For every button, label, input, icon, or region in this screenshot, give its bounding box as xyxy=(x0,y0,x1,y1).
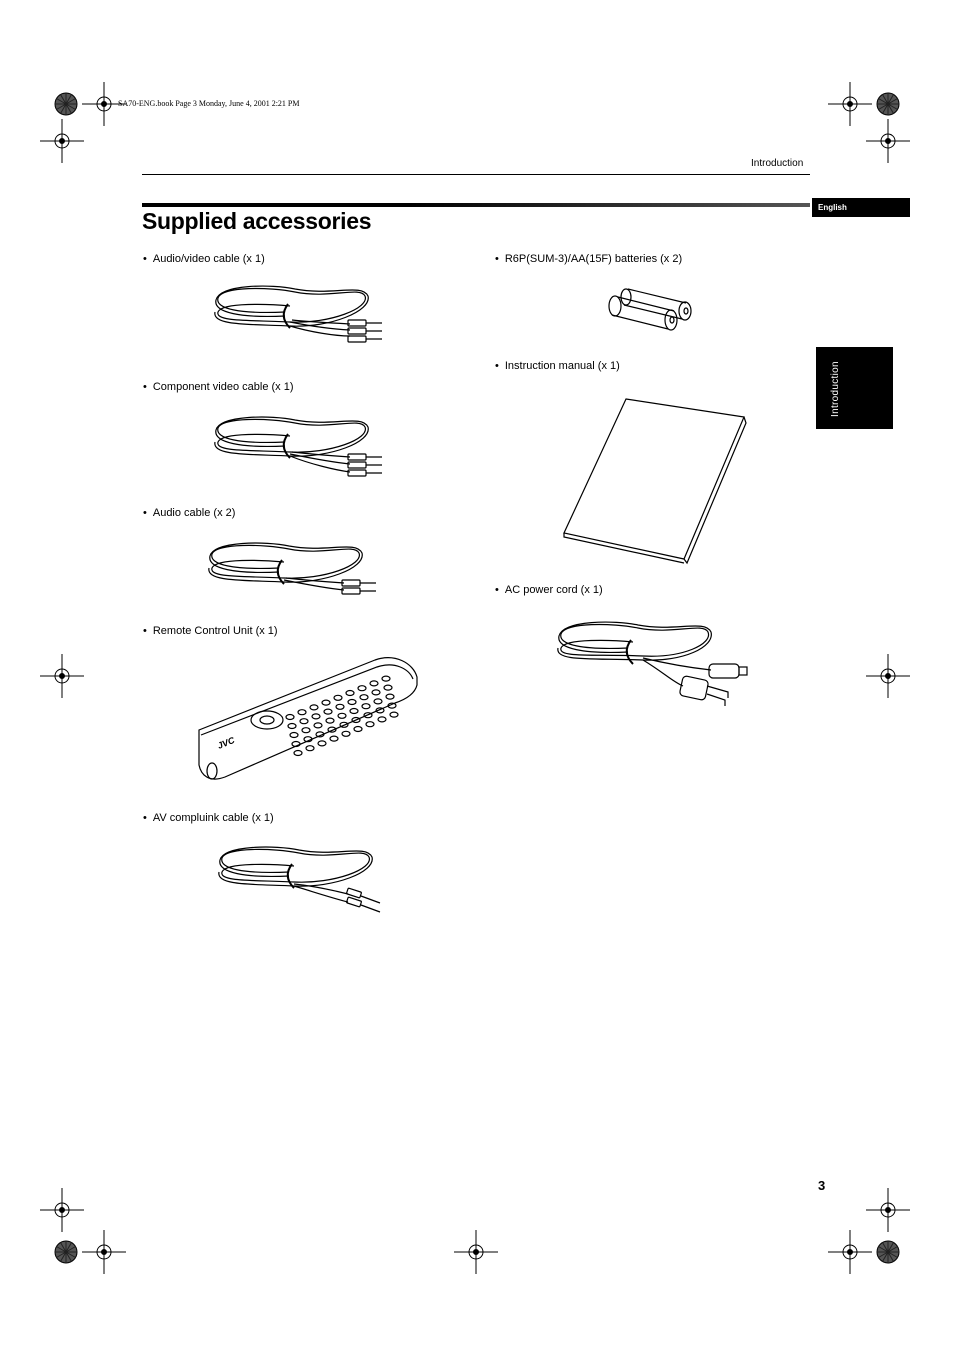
remote-button xyxy=(374,699,382,704)
list-item xyxy=(495,360,620,372)
remote-button xyxy=(348,700,356,705)
remote-button xyxy=(298,710,306,715)
remote-button xyxy=(384,685,392,690)
registration-crosshair xyxy=(866,654,910,698)
registration-crosshair xyxy=(454,1230,498,1274)
item-label: Audio cable (x 2) xyxy=(152,507,236,519)
remote-button xyxy=(310,705,318,710)
registration-disc xyxy=(877,93,899,115)
bullet: • xyxy=(143,812,147,824)
page-title: Supplied accessories xyxy=(142,208,372,234)
list-item xyxy=(143,253,265,265)
remote-button xyxy=(372,690,380,695)
item-label: Instruction manual (x 1) xyxy=(504,360,620,372)
list-item xyxy=(495,253,682,265)
ac-power-cord-icon xyxy=(553,620,763,715)
registration-crosshair xyxy=(82,1230,126,1274)
remote-button xyxy=(288,724,296,729)
remote-button xyxy=(326,718,334,723)
remote-button xyxy=(300,719,308,724)
title-bar xyxy=(142,203,810,207)
registration-disc xyxy=(55,93,77,115)
remote-button xyxy=(346,691,354,696)
registration-crosshair xyxy=(828,1230,872,1274)
audio-cable-icon xyxy=(204,542,384,612)
registration-crosshair xyxy=(40,1188,84,1232)
batteries-icon xyxy=(606,285,706,335)
remote-button xyxy=(290,733,298,738)
remote-button xyxy=(330,736,338,741)
registration-crosshair xyxy=(866,1188,910,1232)
remote-button xyxy=(360,695,368,700)
item-label: Remote Control Unit (x 1) xyxy=(152,625,278,637)
item-label: AC power cord (x 1) xyxy=(504,584,603,596)
registration-disc xyxy=(877,1241,899,1263)
remote-control-icon xyxy=(195,655,425,795)
bullet: • xyxy=(143,507,147,519)
remote-button xyxy=(314,723,322,728)
remote-button xyxy=(386,694,394,699)
remote-button xyxy=(390,712,398,717)
file-info: SA70-ENG.book Page 3 Monday, June 4, 2001 2:21 PM xyxy=(118,99,300,108)
remote-button xyxy=(358,686,366,691)
remote-button xyxy=(334,695,342,700)
remote-button xyxy=(286,715,294,720)
instruction-manual-icon xyxy=(560,395,750,565)
remote-button xyxy=(362,704,370,709)
remote-button xyxy=(354,727,362,732)
list-item xyxy=(495,584,603,596)
registration-crosshair xyxy=(40,119,84,163)
remote-button xyxy=(294,751,302,756)
bullet: • xyxy=(495,584,499,596)
remote-button xyxy=(306,746,314,751)
registration-crosshair xyxy=(828,82,872,126)
language-tab: English xyxy=(812,198,910,217)
item-label: AV compluink cable (x 1) xyxy=(152,812,274,824)
remote-button xyxy=(382,676,390,681)
remote-button xyxy=(378,717,386,722)
bullet: • xyxy=(495,253,499,265)
component-video-cable-icon xyxy=(210,416,390,486)
remote-button xyxy=(318,741,326,746)
remote-button xyxy=(370,681,378,686)
remote-button xyxy=(350,709,358,714)
remote-button xyxy=(342,731,350,736)
audio-video-cable-icon xyxy=(210,284,390,354)
list-item xyxy=(143,812,274,824)
item-label: Component video cable (x 1) xyxy=(152,381,294,393)
registration-crosshair xyxy=(40,654,84,698)
remote-button xyxy=(322,700,330,705)
header-rule xyxy=(142,174,810,175)
remote-button xyxy=(338,713,346,718)
bullet: • xyxy=(495,360,499,372)
section-header: Introduction xyxy=(751,158,804,169)
bullet: • xyxy=(143,625,147,637)
list-item xyxy=(143,381,294,393)
remote-button xyxy=(336,704,344,709)
side-tab xyxy=(816,347,893,429)
page-number: 3 xyxy=(818,1178,826,1193)
registration-crosshair xyxy=(866,119,910,163)
bullet: • xyxy=(143,381,147,393)
av-compulink-cable-icon xyxy=(214,846,394,921)
item-label: R6P(SUM-3)/AA(15F) batteries (x 2) xyxy=(504,253,683,265)
list-item xyxy=(143,625,278,637)
remote-button xyxy=(302,728,310,733)
remote-brand-logo: JVC xyxy=(216,735,236,751)
remote-button xyxy=(324,709,332,714)
side-tab-label: Introduction xyxy=(830,361,841,417)
remote-button xyxy=(366,722,374,727)
list-item xyxy=(143,507,235,519)
remote-button xyxy=(312,714,320,719)
registration-disc xyxy=(55,1241,77,1263)
bullet: • xyxy=(143,253,147,265)
item-label: Audio/video cable (x 1) xyxy=(152,253,265,265)
